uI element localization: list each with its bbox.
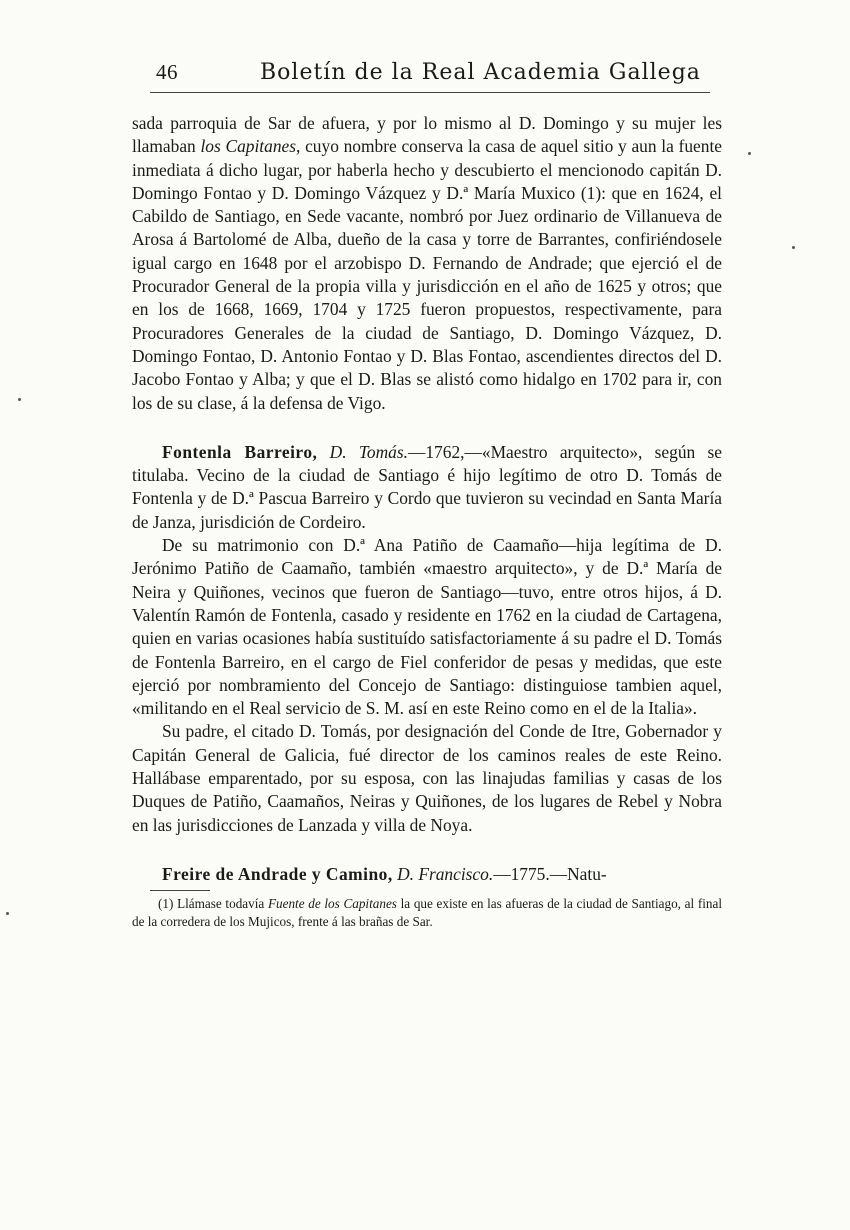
freire-text: —1775.—Natu- xyxy=(493,863,607,884)
scan-speck xyxy=(18,398,21,401)
body-text xyxy=(132,112,722,931)
header-rule xyxy=(150,92,710,93)
footnote xyxy=(132,895,722,931)
fontenla-paragraph-2: De su matrimonio con D.ª Ana Patiño de Caamaño—hija legítima de D. Jerónimo Patiño de Caamaño, también «maestro arquitecto», y de D.ª María de Neira y Quiñones, vecinos que fueron de Santiago—tuvo, entre otros hijos, á D. Valentín Ramón de Fontenla, casado y residente en 1762 en la ciudad de Cartagena, quien en varias ocasiones había sustituído satisfactoriamente á su padre el D. Tomás de Fontenla Barreiro, en el cargo de Fiel conferidor de pesas y medidas, que este ejerció por nombramiento del Concejo de Santiago: distinguiose tambien aquel, «militando en el Real servicio de S. M. así en este Reino como en el de la Italia». xyxy=(132,535,722,719)
scan-speck xyxy=(748,152,751,155)
fontenla-paragraph-1-text: —1762,—«Maestro arquitecto», según se titulaba. Vecino de la ciudad de Santiago é hijo legítimo de otro D. Tomás de Fontenla y de D.ª Pascua Barreiro y Cordo que tuvieron su vecindad en Santa María de Janza, jurisdición de Cordeiro. xyxy=(132,441,722,532)
page-header xyxy=(132,58,722,94)
freire-given-name: D. Francisco. xyxy=(397,863,494,884)
footnote-text-a: Llámase todavía xyxy=(177,896,268,912)
page-number: 46 xyxy=(156,60,178,84)
fontenla-given-name: D. Tomás. xyxy=(329,441,408,462)
footnote-italic: Fuente de los Capitanes xyxy=(267,896,397,912)
footnote-rule xyxy=(150,890,210,891)
footnote-text-b: la que existe en las afueras de la ciudad de Santiago, al final de la corredera de los Mujicos, frente á las brañas de Sar. xyxy=(132,896,723,930)
fontenla-paragraph-3: Su padre, el citado D. Tomás, por designación del Conde de Itre, Gobernador y Capitán General de Galicia, fué director de los caminos reales de este Reino. Hallábase emparentado, por su esposa, con las linajudas familias y casas de los Duques de Patiño, Caamaños, Neiras y Quiñones, de los lugares de Rebel y Nobra en las jurisdicciones de Lanzada y villa de Noya. xyxy=(132,721,722,835)
continuation-paragraph xyxy=(132,112,722,415)
entry-fontenla xyxy=(132,441,722,837)
capitanes-italic: los Capitanes xyxy=(200,136,297,157)
freire-paragraph xyxy=(132,863,722,886)
scan-speck xyxy=(6,912,9,915)
entry-freire xyxy=(132,863,722,886)
footnote-marker: (1) xyxy=(158,896,174,912)
fontenla-surname: Fontenla Barreiro, xyxy=(162,441,318,462)
freire-surname: Freire de Andrade y Camino, xyxy=(162,863,393,884)
fontenla-paragraph-1 xyxy=(132,441,722,534)
running-title: Boletín de la Real Academia Gallega xyxy=(260,60,701,85)
continuation-text-a: sada parroquia de Sar de afuera, y por lo mismo al D. Domingo y su mujer les llamaban xyxy=(132,113,722,157)
continuation-text-b: , cuyo nombre conserva la casa de aquel sitio y aun la fuente inmediata á dicho lugar, por haberla hecho y descubierto el mencionodo capitán D. Domingo Fontao y D. Domingo Vázquez y D.ª María Muxico (1): que en 1624, el Cabildo de Santiago, en Sede vacante, nombró por Juez ordinario de Villanueva de Arosa á Bartolomé de Alba, dueño de la casa y torre de Barrantes, confiriéndosele igual cargo en 1648 por el arzobispo D. Fernando de Andrade; que ejerció el de Procurador General de la propia villa y jurisdicción en el año de 1625 y otros; que en los de 1668, 1669, 1704 y 1725 fueron propuestos, respectivamente, para Procuradores Generales de la ciudad de Santiago, D. Domingo Vázquez, D. Domingo Fontao, D. Antonio Fontao y D. Blas Fontao, ascendientes directos del D. Jacobo Fontao y Alba; y que el D. Blas se alistó como hidalgo en 1702 para ir, con los de su clase, á la defensa de Vigo. xyxy=(132,136,722,413)
scan-speck xyxy=(792,246,795,249)
